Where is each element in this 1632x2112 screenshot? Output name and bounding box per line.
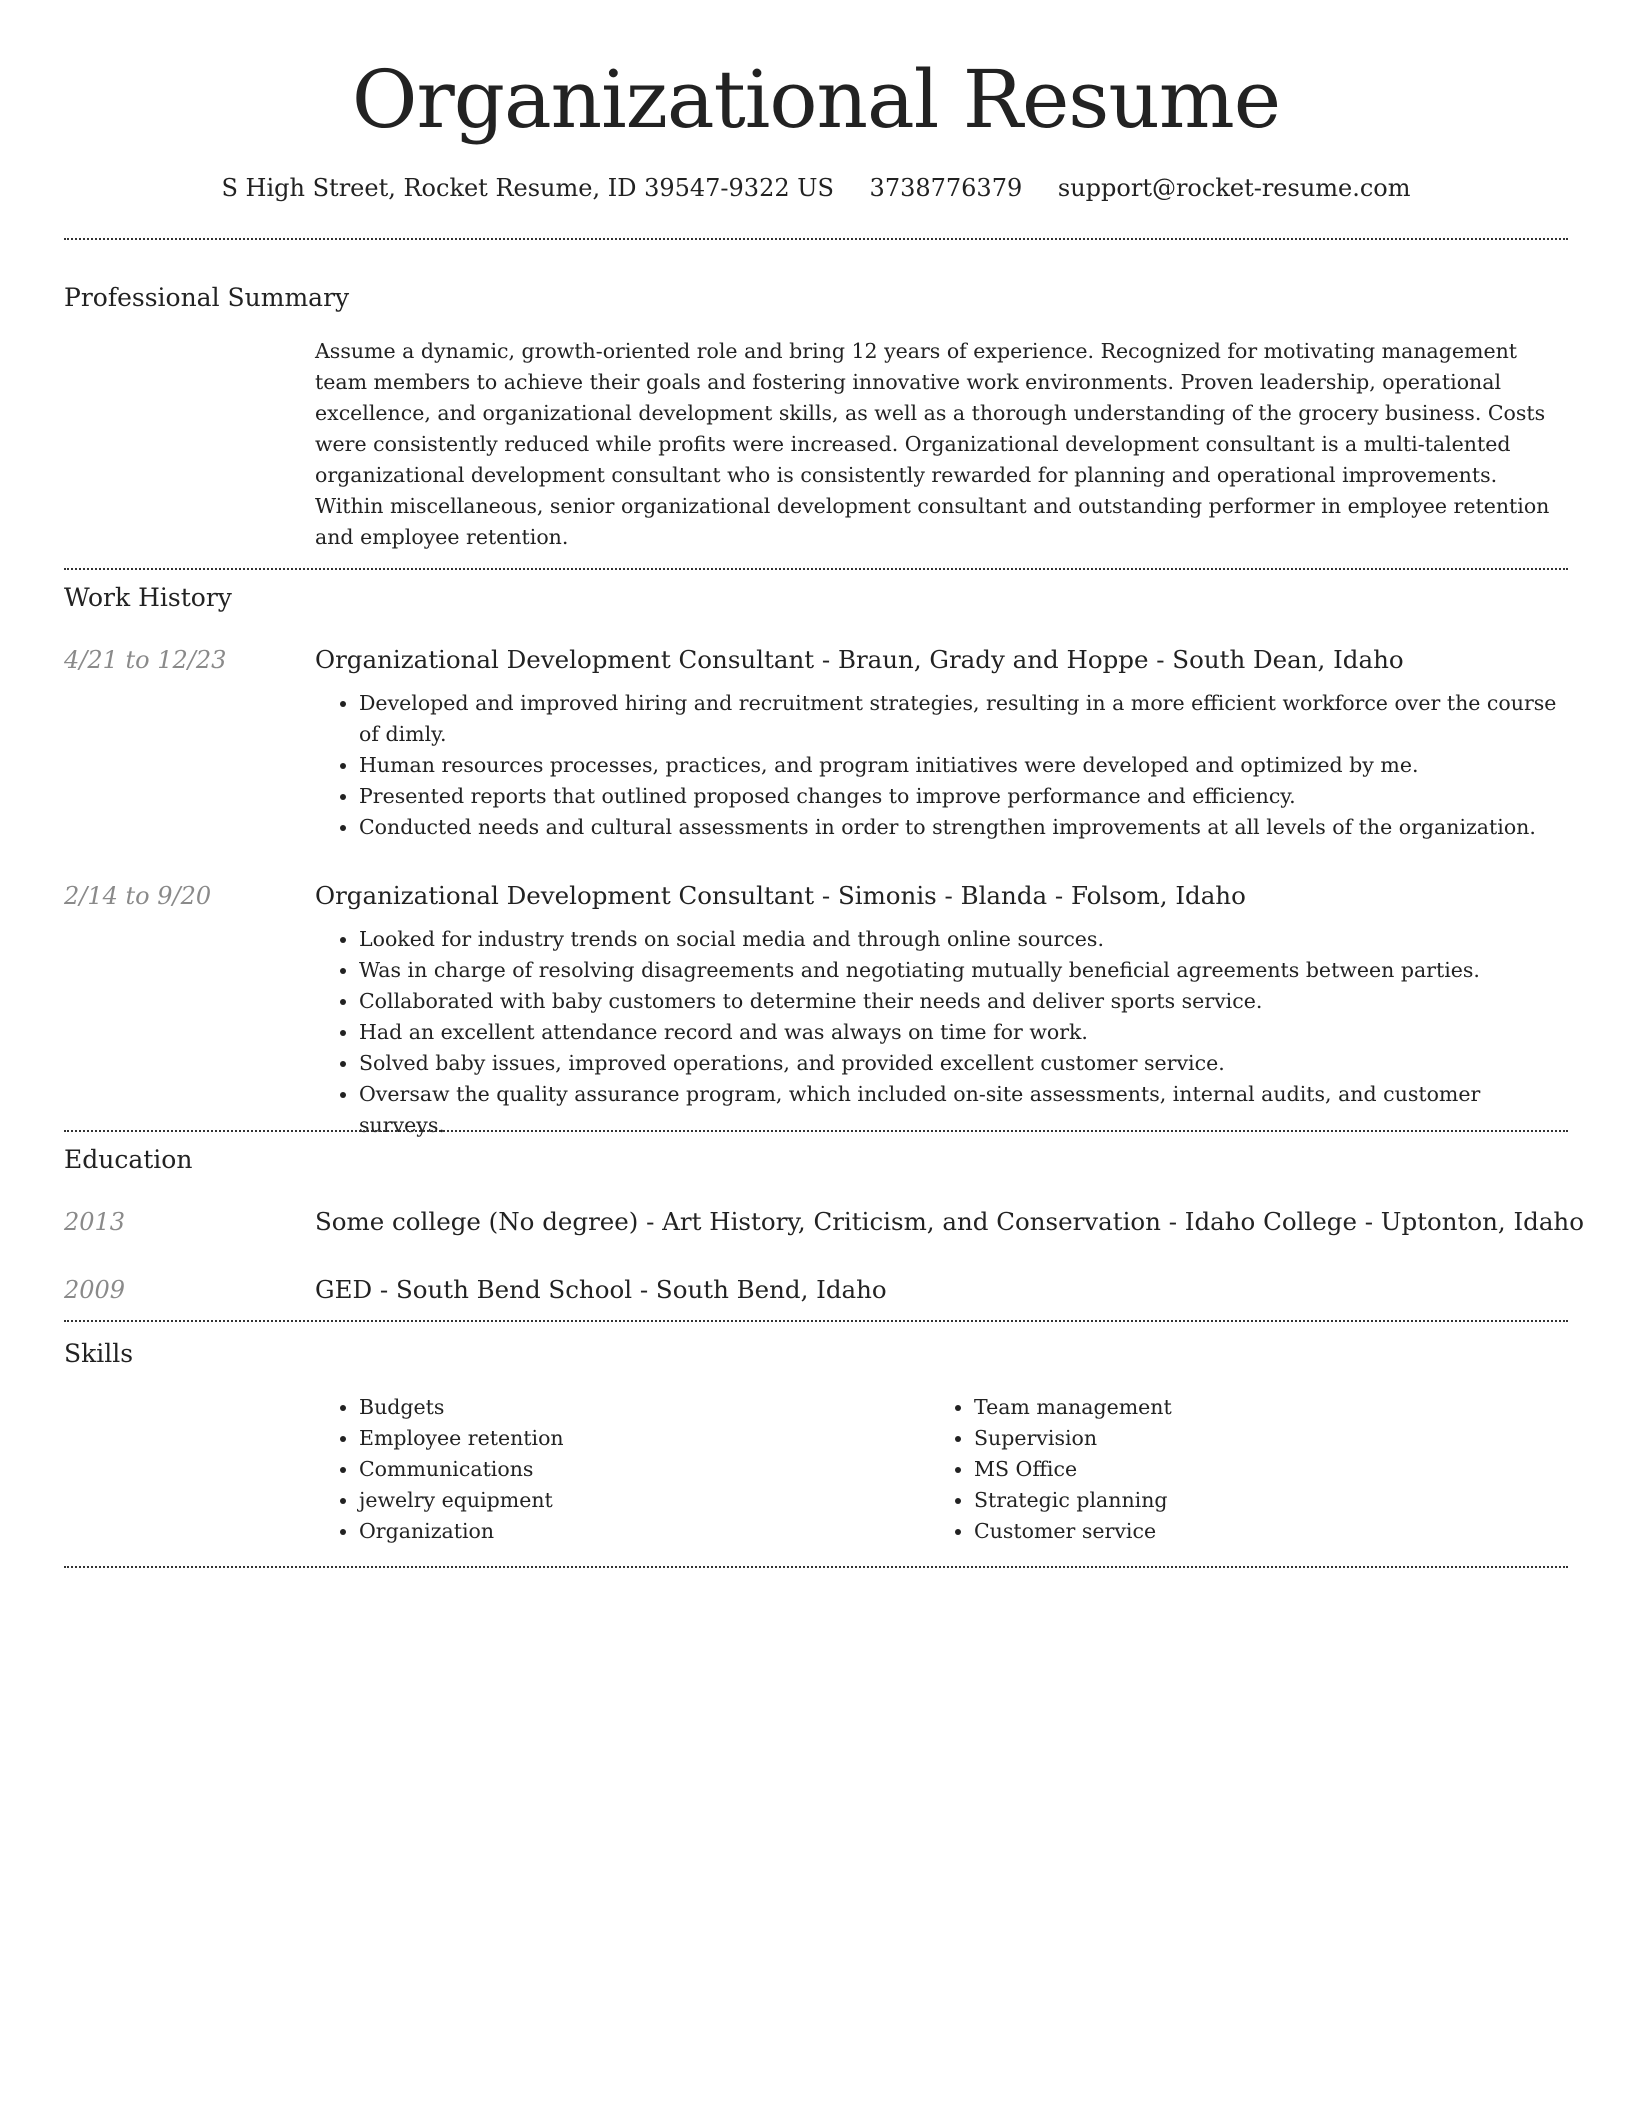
job-bullet: • Presented reports that outlined proposed changes to improve performance and efficiency. [359,781,1567,812]
skill-item: • jewelry equipment [359,1485,915,1516]
skills-list [315,1392,915,1547]
skill-item: • Organization [359,1516,915,1547]
divider [64,1130,1568,1132]
education-year: 2009 [64,1276,126,1304]
job-title: Organizational Development Consultant - Braun, Grady and Hoppe - South Dean, Idaho [315,645,1404,674]
skill-item: • Supervision [974,1423,1530,1454]
skills-list [930,1392,1530,1547]
skill-item: • Budgets [359,1392,915,1423]
section-heading-summary: Professional Summary [64,283,350,312]
job-bullet: • Was in charge of resolving disagreements and negotiating mutually beneficial agreements between parties. [359,955,1567,986]
skill-item: • Team management [974,1392,1530,1423]
job-bullet: • Solved baby issues, improved operations, and provided excellent customer service. [359,1048,1567,1079]
section-heading-education: Education [64,1145,193,1174]
skill-item: • Employee retention [359,1423,915,1454]
education-text: Some college (No degree) - Art History, Criticism, and Conservation - Idaho College - Uptonton, Idaho [315,1207,1584,1236]
job-bullet: • Looked for industry trends on social media and through online sources. [359,924,1567,955]
job-bullet: • Developed and improved hiring and recruitment strategies, resulting in a more efficient workforce over the course of dimly. [359,688,1567,750]
education-text: GED - South Bend School - South Bend, Idaho [315,1275,887,1304]
summary-text: Assume a dynamic, growth-oriented role and bring 12 years of experience. Recognized for motivating management team members to achieve their goals and fostering innovative work environments. Proven leadership, operational excellence, and organizational development skills, as well as a thorough understanding of the grocery business. Costs were consistently reduced while profits were increased. Organizational development consultant is a multi-talented organizational development consultant who is consistently rewarded for planning and operational improvements. Within miscellaneous, senior organizational development consultant and outstanding performer in employee retention and employee retention. [315,339,1550,549]
skill-item: • MS Office [974,1454,1530,1485]
job-bullets [315,688,1567,843]
education-year: 2013 [64,1208,126,1236]
education-entry [315,1272,1567,1308]
job-entry [315,642,1567,843]
contact-line [64,170,1568,206]
job-dates: 4/21 to 12/23 [64,646,227,674]
job-bullet: • Oversaw the quality assurance program, which included on-site assessments, internal audits, and customer surveys. [359,1079,1567,1141]
job-bullet: • Had an excellent attendance record and was always on time for work. [359,1017,1567,1048]
job-bullet: • Human resources processes, practices, and program initiatives were developed and optimized by me. [359,750,1567,781]
job-bullet: • Conducted needs and cultural assessments in order to strengthen improvements at all levels of the organization. [359,812,1567,843]
section-heading-work-history: Work History [64,583,232,612]
contact-email: support@rocket-resume.com [1057,174,1411,202]
divider [64,1320,1568,1322]
contact-address: S High Street, Rocket Resume, ID 39547-9322 US [221,174,834,202]
job-dates: 2/14 to 9/20 [64,882,212,910]
skills-column-left [315,1392,915,1547]
job-entry [315,878,1567,1141]
job-title: Organizational Development Consultant - Simonis - Blanda - Folsom, Idaho [315,881,1246,910]
skill-item: • Customer service [974,1516,1530,1547]
divider [64,1566,1568,1568]
job-bullets [315,924,1567,1141]
contact-phone: 3738776379 [869,174,1023,202]
summary-block [315,336,1567,553]
divider [64,568,1568,570]
skill-item: • Strategic planning [974,1485,1530,1516]
divider [64,238,1568,240]
resume-title: Organizational Resume [351,53,1281,146]
section-heading-skills: Skills [64,1339,134,1368]
job-bullet: • Collaborated with baby customers to determine their needs and deliver sports service. [359,986,1567,1017]
skills-column-right [930,1392,1530,1547]
education-entry [315,1204,1584,1240]
skill-item: • Communications [359,1454,915,1485]
